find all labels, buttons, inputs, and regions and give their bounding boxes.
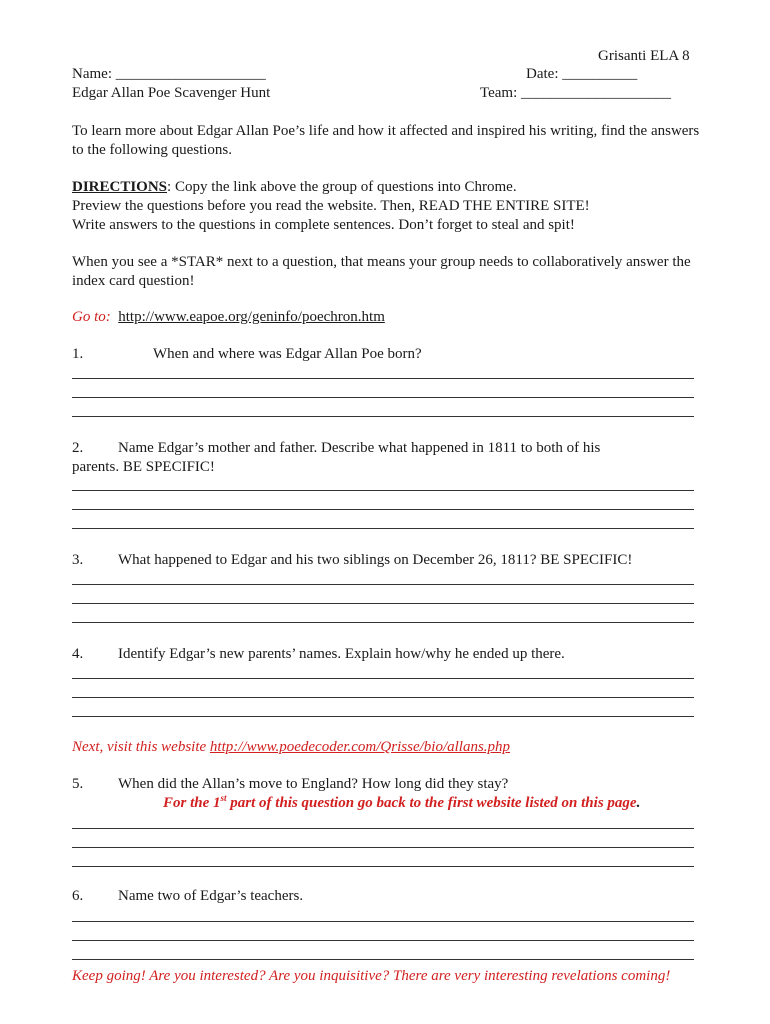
intro-text: To learn more about Edgar Allan Poe’s life and how it affected and inspired his writing, find the answers to the following questions. bbox=[72, 123, 700, 158]
answer-line[interactable] bbox=[72, 603, 694, 604]
directions-label: DIRECTIONS bbox=[72, 179, 168, 195]
question-text: When and where was Edgar Allan Poe born? bbox=[153, 346, 422, 362]
answer-line[interactable] bbox=[72, 622, 694, 623]
question-number: 5. bbox=[72, 776, 84, 792]
next-visit-label: Next, visit this website bbox=[72, 739, 207, 755]
goto-line bbox=[72, 309, 385, 326]
answer-line[interactable] bbox=[72, 378, 694, 379]
name-field[interactable]: Name: ____________________ bbox=[72, 66, 266, 82]
next-visit-line bbox=[72, 739, 510, 756]
class-label: Grisanti ELA 8 bbox=[598, 48, 690, 64]
answer-line[interactable] bbox=[72, 416, 694, 417]
directions-block bbox=[72, 178, 702, 235]
question-number: 4. bbox=[72, 646, 84, 662]
question-number: 3. bbox=[72, 552, 84, 568]
question-text: Name Edgar’s mother and father. Describe what happened in 1811 to both of his bbox=[118, 440, 601, 456]
question-text: What happened to Edgar and his two siblings on December 26, 1811? BE SPECIFIC! bbox=[118, 552, 633, 568]
team-field[interactable]: Team: ____________________ bbox=[480, 85, 672, 101]
answer-line[interactable] bbox=[72, 528, 694, 529]
answer-line[interactable] bbox=[72, 697, 694, 698]
answer-line[interactable] bbox=[72, 490, 694, 491]
goto-label: Go to: bbox=[72, 309, 111, 325]
next-visit-url-link[interactable]: http://www.poedecoder.com/Qrisse/bio/allans.php bbox=[209, 739, 511, 755]
answer-line[interactable] bbox=[72, 678, 694, 679]
goto-url-link[interactable]: http://www.eapoe.org/geninfo/poechron.htm bbox=[118, 309, 385, 325]
directions-line-3: Write answers to the questions in complete sentences. Don’t forget to steal and spit! bbox=[72, 217, 575, 233]
star-note: When you see a *STAR* next to a question, that means your group needs to collaboratively answer the index card question! bbox=[72, 254, 691, 289]
question-text: Identify Edgar’s new parents’ names. Explain how/why he ended up there. bbox=[118, 646, 565, 662]
question-number: 2. bbox=[72, 440, 84, 456]
date-field[interactable]: Date: __________ bbox=[526, 66, 638, 82]
answer-line[interactable] bbox=[72, 940, 694, 941]
answer-line[interactable] bbox=[72, 959, 694, 960]
answer-line[interactable] bbox=[72, 866, 694, 867]
q5-note: For the 1st part of this question go back to the first website listed on this page. bbox=[163, 793, 641, 811]
question-number: 6. bbox=[72, 888, 84, 904]
answer-line[interactable] bbox=[72, 716, 694, 717]
answer-line[interactable] bbox=[72, 584, 694, 585]
answer-line[interactable] bbox=[72, 397, 694, 398]
directions-line-2: Preview the questions before you read the website. Then, READ THE ENTIRE SITE! bbox=[72, 198, 590, 214]
directions-line-1: DIRECTIONS: Copy the link above the group of questions into Chrome. bbox=[72, 179, 517, 195]
answer-line[interactable] bbox=[72, 847, 694, 848]
answer-line[interactable] bbox=[72, 509, 694, 510]
answer-line[interactable] bbox=[72, 921, 694, 922]
worksheet-title: Edgar Allan Poe Scavenger Hunt bbox=[72, 85, 271, 101]
question-number: 1. bbox=[72, 346, 84, 362]
question-text-cont: parents. BE SPECIFIC! bbox=[72, 459, 215, 475]
answer-line[interactable] bbox=[72, 828, 694, 829]
question-text: Name two of Edgar’s teachers. bbox=[118, 888, 304, 904]
question-text: When did the Allan’s move to England? How long did they stay? bbox=[118, 776, 509, 792]
footer-encouragement: Keep going! Are you interested? Are you inquisitive? There are very interesting revelations coming! bbox=[72, 968, 671, 984]
